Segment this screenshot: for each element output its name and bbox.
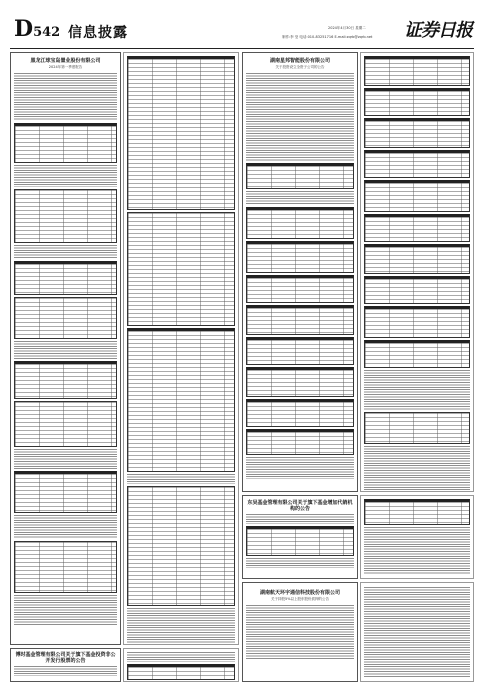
data-table — [246, 337, 354, 365]
body-text — [14, 245, 117, 259]
data-table — [246, 275, 354, 303]
article-title: 湖南航天环宇通信科技股份有限公司 — [259, 590, 340, 596]
body-text — [246, 73, 354, 161]
data-table — [14, 541, 117, 593]
body-text — [246, 514, 354, 524]
body-text — [246, 457, 354, 479]
body-text — [14, 165, 117, 187]
data-table — [246, 399, 354, 427]
data-table — [364, 180, 470, 212]
data-table — [14, 401, 117, 447]
body-text — [364, 446, 470, 492]
paper-logo: 证券日报 — [404, 20, 472, 41]
cash-flow-table — [127, 328, 235, 472]
data-table — [246, 163, 354, 189]
article-financial-statements — [123, 52, 239, 645]
data-table — [246, 305, 354, 335]
body-text — [14, 341, 117, 359]
data-table — [364, 244, 470, 274]
data-table — [14, 189, 117, 243]
body-text — [246, 558, 354, 568]
data-table — [364, 150, 470, 178]
data-table — [246, 241, 354, 273]
data-table — [14, 261, 117, 295]
page-code — [14, 16, 60, 46]
article-fund-agency-continued — [360, 495, 474, 579]
data-table — [364, 412, 470, 444]
balance-sheet-table — [127, 56, 235, 210]
data-table — [364, 214, 470, 242]
body-text — [14, 449, 117, 469]
data-table — [246, 429, 354, 455]
article-subtitle: 2024年第一季度报告 — [48, 65, 83, 69]
body-text — [127, 652, 235, 662]
page-number: 542 — [33, 25, 61, 40]
article-title: 博时基金管理有限公司关于旗下基金投资非公开发行股票的公告 — [15, 652, 116, 664]
article-quarterly-report — [10, 52, 121, 645]
data-table — [14, 123, 117, 163]
article-fund-agency — [242, 495, 358, 579]
article-title: 黑龙江球宝岛置业股份有限公司 — [30, 58, 101, 64]
income-statement-table — [127, 212, 235, 326]
data-table — [14, 297, 117, 339]
edition-date: 2024年4月30日 星期二 — [328, 26, 366, 30]
data-table — [14, 471, 117, 513]
data-table — [364, 118, 470, 148]
section-title: 信息披露 — [68, 25, 128, 41]
page-letter: D — [14, 16, 34, 42]
article-title: 东吴基金管理有限公司关于旗下基金增加代销机构的公告 — [247, 500, 353, 512]
article-subtitle: 关于持股5%以上股东股份质押的公告 — [270, 597, 330, 601]
body-text — [364, 370, 470, 410]
body-text — [14, 73, 117, 121]
article-pledge-continued — [360, 582, 474, 682]
article-pledge-announcement — [242, 582, 358, 682]
article-investment-announcement — [242, 52, 358, 492]
body-text — [364, 587, 470, 677]
body-text — [14, 595, 117, 625]
body-text — [14, 515, 117, 539]
body-text — [127, 608, 235, 645]
data-table — [246, 526, 354, 556]
data-table — [364, 56, 470, 86]
data-table — [127, 664, 235, 680]
article-fund-private-placement-body — [123, 648, 239, 682]
editor-info: 制作:李 莹 电话:010-83251716 E-mail:zqrb@zqrb.net — [282, 35, 373, 39]
body-text — [364, 527, 470, 575]
body-text — [246, 605, 354, 659]
data-table — [14, 361, 117, 399]
body-text — [246, 191, 354, 205]
masthead — [10, 14, 474, 49]
data-table — [127, 486, 235, 606]
data-table — [364, 340, 470, 368]
data-table — [246, 207, 354, 239]
body-text — [127, 474, 235, 484]
article-title: 湖南星邦智能股份有限公司 — [269, 58, 330, 64]
data-table — [364, 499, 470, 525]
article-data-tables — [360, 52, 474, 492]
body-text — [14, 666, 117, 676]
article-fund-private-placement — [10, 648, 121, 682]
data-table — [364, 88, 470, 116]
data-table — [364, 306, 470, 338]
data-table — [246, 367, 354, 397]
data-table — [364, 276, 470, 304]
article-subtitle: 关于投资设立全资子公司的公告 — [275, 65, 325, 69]
